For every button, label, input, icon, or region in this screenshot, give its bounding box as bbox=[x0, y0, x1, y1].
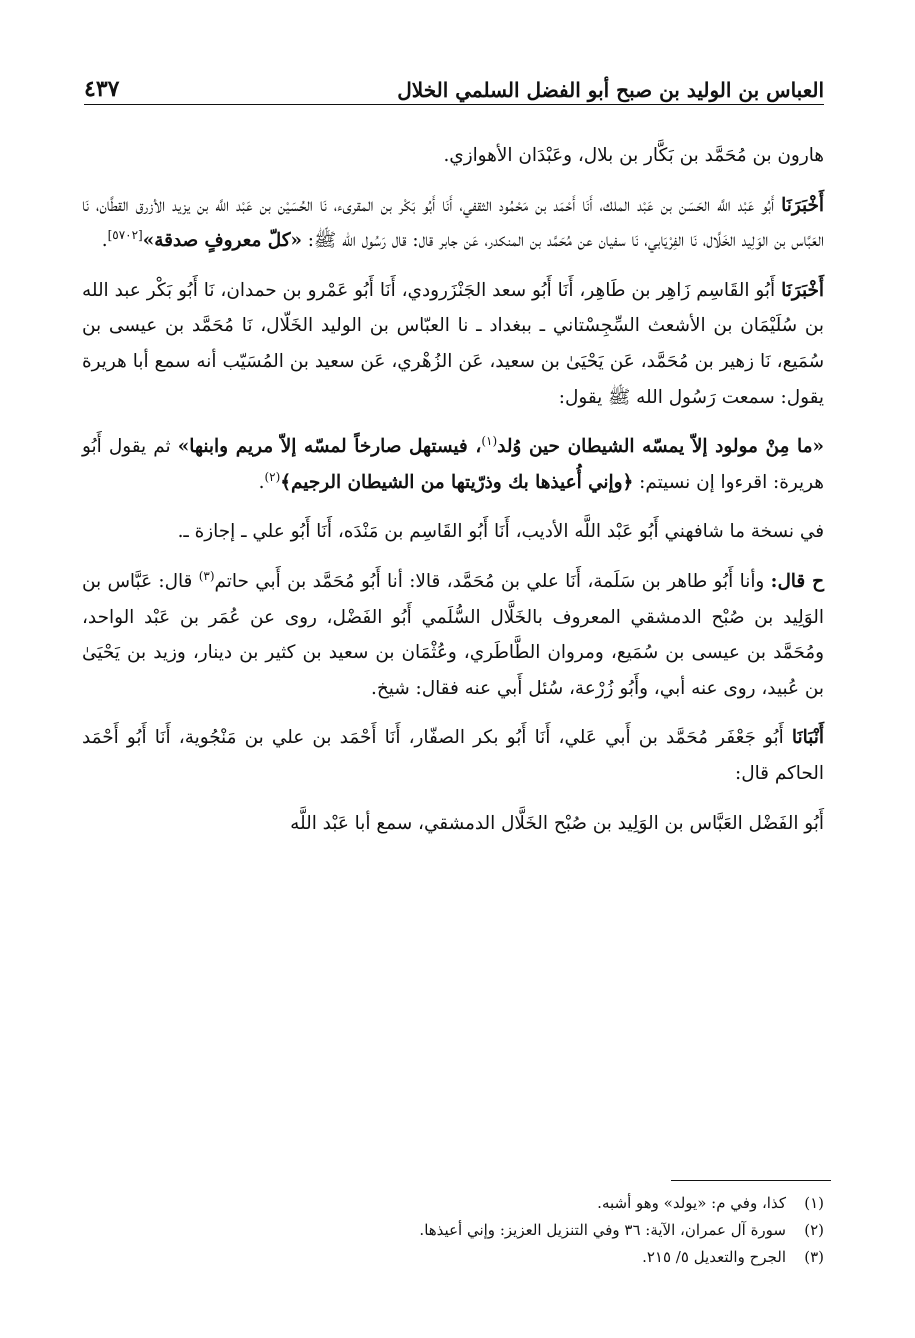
isnad-lead: أَنْبَانَا bbox=[791, 727, 824, 749]
footnote bbox=[84, 1217, 824, 1244]
footnote-divider bbox=[671, 1180, 831, 1181]
footnote bbox=[84, 1190, 824, 1217]
isnad-lead: أَخْبَرَنَا bbox=[781, 194, 824, 216]
hadith-number: [٥٧٠٢] bbox=[107, 228, 143, 243]
paragraph-text: أَبُو القَاسِم زَاهِر بن طَاهِر، أَنَا أَبُو سعد الجَنْزَرودي، أَنَا أَبُو عَمْرو بن حمدان، نَا أَبُو بَكْر عبد الله بن سُلَيْمَان بن الأشعث السِّجِسْتاني ـ ببغداد ـ نا العبّاس بن الوليد الخَلّال، نَا مُحَمَّد بن عيسى بن سُمَيع، نَا زهير بن مُحَمَّد، عَن يَحْيَىٰ بن سعيد، عَن الزُهْري، عَن سعيد بن المُسَيّب أنه سمع أبا هريرة يقول: سمعت رَسُول الله ﷺ يقول: bbox=[82, 279, 824, 408]
paragraph-8 bbox=[82, 806, 824, 842]
isnad-lead: ح قال: bbox=[770, 570, 824, 592]
quran-verse: ﴿وإني أُعيذها بك وذرّيتها من الشيطان الرجيم﴾ bbox=[280, 471, 634, 493]
paragraph-6 bbox=[82, 564, 824, 706]
isnad-lead: أَخْبَرَنَا bbox=[781, 279, 824, 301]
paragraph-1 bbox=[82, 138, 824, 174]
header-divider bbox=[84, 104, 824, 105]
paragraph-text: في نسخة ما شافهني أَبُو عَبْد اللَّه الأديب، أَنَا أَبُو القَاسِم بن مَنْدَه، أَنَا أَبُو علي ـ إجازة ـ. bbox=[177, 521, 824, 543]
footnote-ref-1: (١) bbox=[481, 434, 498, 449]
paragraph-7 bbox=[82, 720, 824, 791]
paragraph-text: أَبُو عَبْد اللَّه الحَسَن بن عَبْد الملك، أَنَا أَحْمَد بن مَحْمُود الثقفي، أَنَا أَبُو بَكْر بن المقرىء، نَا الحُسَيْن بن عَبْد اللَّه بن يزيد الأزرق القطَّان، نَا العَبَّاس بن الوَلِيد الخَلَّال، نَا الفِرْيَابي، نَا سفيان عن مُحَمَّد بن المنكدر، عَن جابر قال: قال رَسُول الله ﷺ: bbox=[82, 194, 824, 252]
paragraph-4 bbox=[82, 429, 824, 500]
paragraph-3 bbox=[82, 273, 824, 415]
paragraph-text: وأنا أَبُو طاهر بن سَلَمة، أَنَا علي بن مُحَمَّد، قالا: أنا أَبُو مُحَمَّد بن أَبي حاتم bbox=[214, 570, 771, 592]
paragraph-text: قال: عَبَّاس بن الوَلِيد بن صُبْح الدمشقي المعروف بالخَلَّال السُّلَمي أَبُو الفَضْل، روى عن عُمَر بن عَبْد الواحد، ومُحَمَّد بن عيسى بن سُمَيع، ومروان الطَّاطَري، وعُثْمَان بن سعيد بن كثير بن دينار، وزيد بن يَحْيَىٰ بن عُبيد، روى عنه أبي، وأَبُو زُرْعة، سُئل أَبي عنه فقال: شيخ. bbox=[82, 570, 824, 699]
main-text bbox=[82, 138, 824, 855]
page-header bbox=[84, 60, 824, 102]
paragraph-5 bbox=[82, 514, 824, 550]
footnote-number: (٣) bbox=[804, 1248, 824, 1266]
footnote-text: سورة آل عمران، الآية: ٣٦ وفي التنزيل العزيز: وإني أعيذها. bbox=[419, 1221, 786, 1239]
footnote-ref-2: (٢) bbox=[264, 469, 281, 484]
running-title: العباس بن الوليد بن صبح أبو الفضل السلمي الخلال bbox=[397, 78, 824, 102]
footnote bbox=[84, 1244, 824, 1271]
footnote-number: (٢) bbox=[804, 1221, 824, 1239]
paragraph-2: أَخْبَرَنَا أَبُو عَبْد اللَّه الحَسَن بن عَبْد الملك، أَنَا أَحْمَد بن مَحْمُود الثقفي، أَنَا أَبُو بَكْر بن المقرىء، نَا الحُسَيْن بن عَبْد اللَّه بن يزيد الأزرق القطَّان، نَا العَبَّاس بن الوَلِيد الخَلَّال، نَا الفِرْيَابي، نَا سفيان عن مُحَمَّد بن المنكدر، عَن جابر قال: قال رَسُول الله ﷺ: «كلّ معروفٍ صدقة»[٥٧٠٢]. bbox=[82, 194, 824, 252]
footnote-text: كذا، وفي م: «يولد» وهو أشبه. bbox=[597, 1194, 786, 1212]
footnote-ref-3: (٣) bbox=[198, 568, 215, 583]
paragraph-end: . bbox=[258, 471, 265, 493]
footnote-text: الجرح والتعديل ٥/ ٢١٥. bbox=[642, 1248, 786, 1266]
paragraph-text: أَبُو جَعْفَر مُحَمَّد بن أَبي عَلي، أَنَا أَبُو بكر الصفّار، أَنَا أَحْمَد بن علي بن مَنْجُوية، أَنَا أَبُو أَحْمَد الحاكم قال: bbox=[82, 727, 824, 784]
hadith-text: ، فيستهل صارخاً لمسّه إلاّ مريم وابنها» bbox=[177, 436, 482, 458]
hadith-text: «كلّ معروفٍ صدقة» bbox=[142, 230, 302, 252]
hadith-text: «ما مِنْ مولود إلاّ يمسّه الشيطان حين وُلد bbox=[497, 436, 824, 458]
paragraph-text: ثم يقول أَبُو هريرة: اقرءوا إن نسيتم: bbox=[82, 436, 824, 493]
footnotes bbox=[84, 1190, 824, 1271]
paragraph-text: أَبُو الفَضْل العَبَّاس بن الوَلِيد بن صُبْح الخَلَّال الدمشقي، سمع أبا عَبْد اللَّه bbox=[290, 812, 824, 834]
paragraph-text: هارون بن مُحَمَّد بن بَكَّار بن بلال، وعَبْدَان الأهوازي. bbox=[443, 145, 824, 166]
page-number: ٤٣٧ bbox=[84, 76, 120, 102]
footnote-number: (١) bbox=[804, 1194, 824, 1212]
